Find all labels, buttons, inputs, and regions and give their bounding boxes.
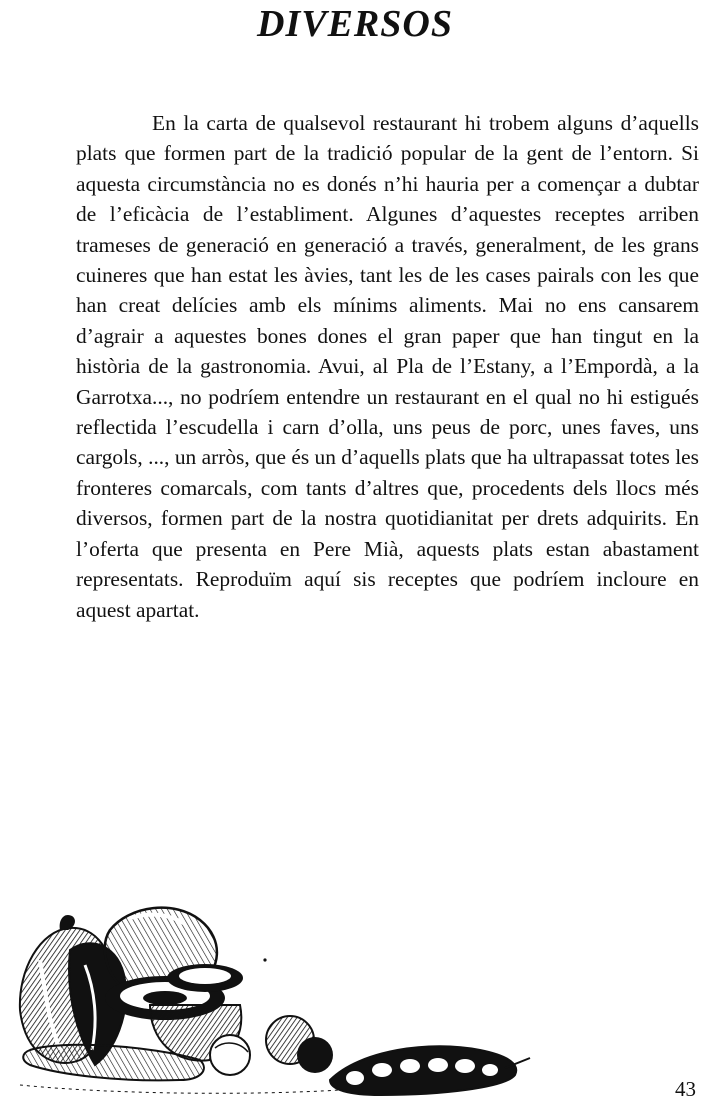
page-number: 43 bbox=[675, 1077, 696, 1101]
vegetables-illustration-icon bbox=[0, 890, 540, 1105]
fava-pod bbox=[330, 1046, 530, 1095]
body-text bbox=[76, 108, 699, 625]
intro-paragraph: En la carta de qualsevol restaurant hi trobem alguns d’aquells plats que formen part de la tradició popular de la gent de l’entorn. Si aquesta circumstància no es donés n’hi hauria per a començar a dubtar de l’eficàcia de l’establiment. Algunes d’aquestes receptes arriben trameses de generació en generació a través, generalment, de les grans cuineres que han estat les àvies, tant les de les cases pairals con les que han creat delícies amb els mínims aliments. Mai no ens cansarem d’agrair a aquestes bones dones el gran paper que han tingut en la història de la gastronomia. Avui, al Pla de l’Estany, a l’Empordà, a la Garrotxa..., no podríem entendre un restaurant en el qual no hi estigués reflectida l’escudella i carn d’olla, uns peus de porc, unes faves, uns cargols, ..., un arròs, que és un d’aquells plats que ha ultrapassat totes les fronteres comarcals, com tants d’altres que, procedents dels llocs més diversos, formen part de la nostra quotidianitat per drets adquirits. En l’oferta que presenta en Pere Mià, aquests plats estan abastament representats. Reproduïm aquí sis receptes que podríem incloure en aquest apartat. bbox=[76, 111, 699, 622]
page-title: DIVERSOS bbox=[257, 3, 453, 45]
